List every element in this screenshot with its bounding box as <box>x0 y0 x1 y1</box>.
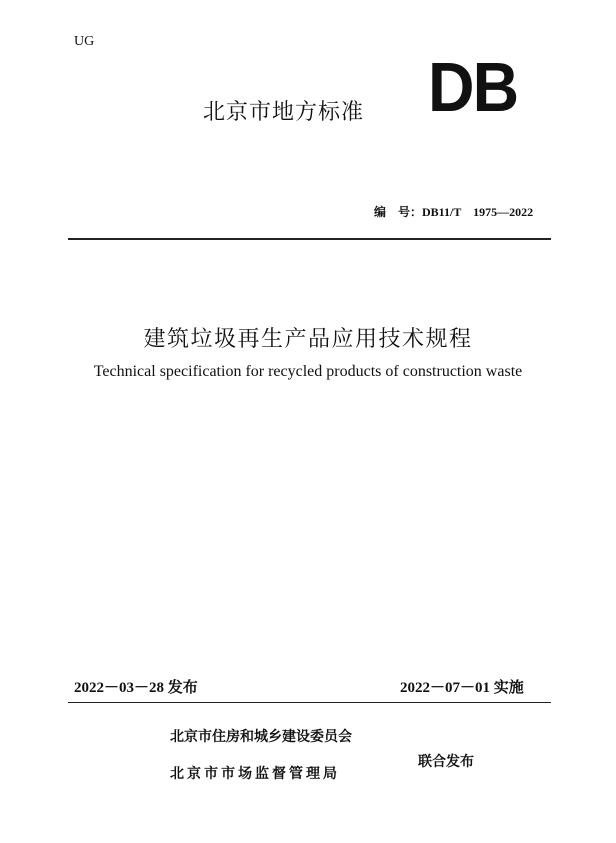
document-title-english: Technical specification for recycled products of construction waste <box>93 363 523 380</box>
standard-number: 编 号：DB11/T 1975—2022 <box>374 205 534 219</box>
document-title-chinese: 建筑垃圾再生产品应用技术规程 <box>143 327 473 352</box>
top-divider <box>68 238 551 240</box>
issuer-housing-commission: 北京市住房和城乡建设委员会 <box>170 729 352 745</box>
classification-code: UG <box>74 34 95 49</box>
release-date: 2022－03－28 发布 <box>74 680 198 696</box>
issuer-market-bureau: 北京市市场监督管理局 <box>170 766 340 782</box>
implementation-date: 2022－07－01 实施 <box>400 680 524 696</box>
standard-type: 北京市地方标准 <box>203 100 365 125</box>
joint-issue-label: 联合发布 <box>418 754 474 770</box>
bottom-divider <box>68 702 551 703</box>
standard-logo: DB <box>428 48 518 126</box>
